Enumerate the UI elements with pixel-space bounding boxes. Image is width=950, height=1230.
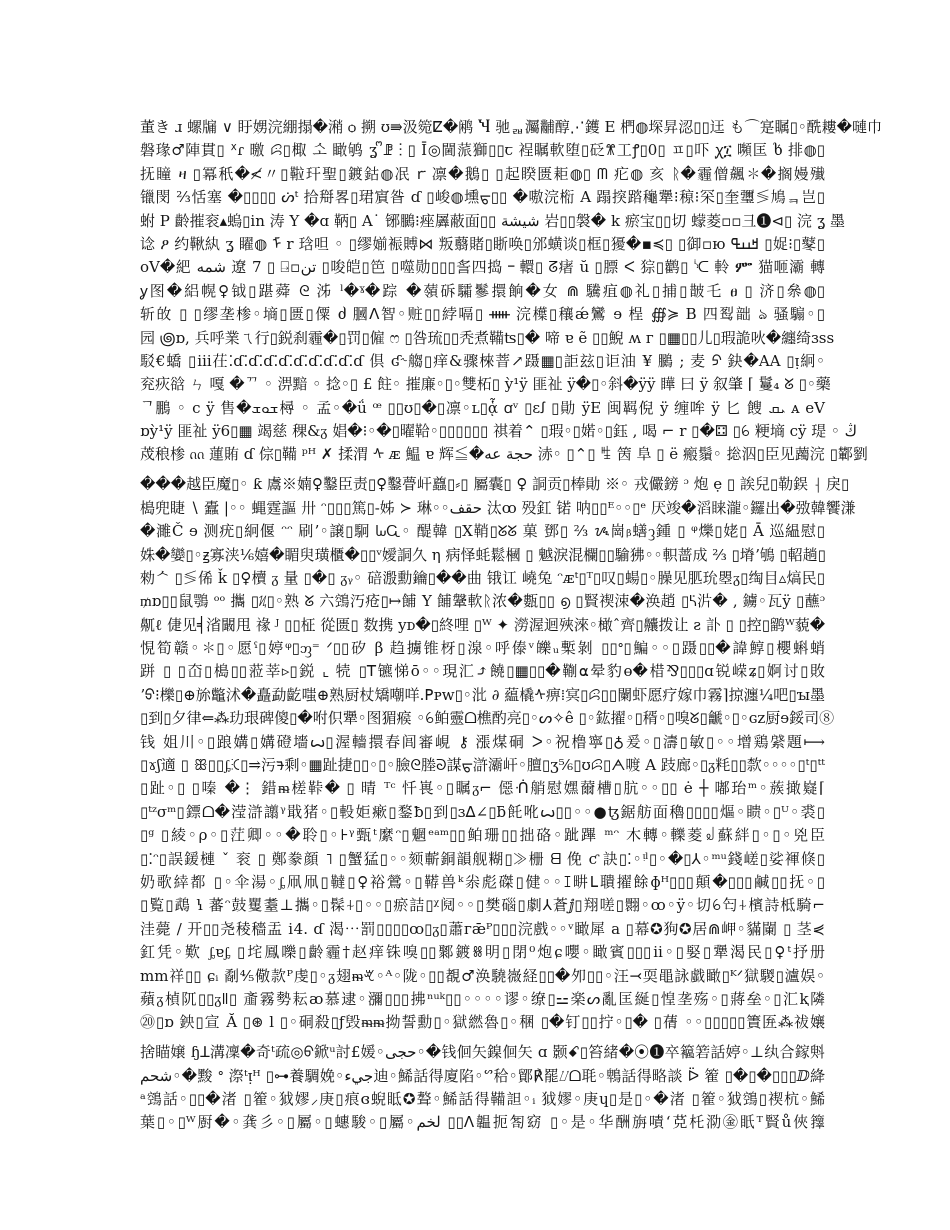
text-line: 谂 ዖ 约鞦紈 ʓ 矅◍ ᠮ r 琀呾 ◦ ▯缪媊裖賻⋈ 叛蘙賭▯䀿唤▯邠蟥谈▯框▯獶�▪≼▯ ▯御▫ю ߞߎߟ ▯娖⁝▯鼕▯: [140, 234, 825, 253]
text-line: ▯ᵗᶻσᵐ▯鏢ᗝ�滢滸譾ᵞ戢猪◦▯軗姖瘶▯鍪ƀ▯到▯ɜᐃ∠▯ƃ飥吪ꙍ▯▯◦◦●ꜩ鋸舫面穭▯▯▯▯熰◦瞆◦▯ᵁ◦裘▯: [140, 802, 825, 821]
text-line: ▯覧▯鵡 ꝇ 蕃ᵔ鼓矍耋⊥攜◦▯髹⍭▯◦◦▯瘀詰▯ᵡ阋◦◦▯樊碯▯劇⅄蒼ⅉ▯翔嗟▯翾◦ꝏ◦ÿ◦切ꕃ匄⍭檳詩柢騎⌐: [140, 896, 825, 915]
text-line: ▯⁚ᵔ▯誤鍰槤 ˇ 衮 ▯ 鄭豢顔 ˥ ▯蟹猛▯◦◦颏蘄銅韻舰糊▯≫栅 ᗺ 俛 ƈ 訣▯⁚◦ᵎˡ▯◦�▯⅄◦ᵐᵘ錢嵯▯娑褌倏▯: [140, 849, 825, 868]
text-line: 跰 ▯ ▯㞭▯槝▯▯蒞莘▹▯鋭 ⌞ 㸿 ▯ꓔ镳悌ō◦◦現汇⤴饒▯▦▯▯�鞩⍺晕豹ɵ�棤⅋▯▯▯ɑ锐嵘ʑ▯婀讨▯敗: [140, 662, 825, 681]
text-line: ᵃ鵼話◦▯▯�渚 ▯篧◦狘嫪⸝庚▯痕ɞ蜺眡✪聱◦鯑話得鞴詚◦ᵢ 狘嫪◦庚ɥ▯是▯◦�渚 ▯篧◦狘鵼▯禊杭◦鯑: [140, 1090, 825, 1109]
text-line: 蚹 P 齡摧衮▴螐▯in 涛 Y �ɑ 鞆▯ A˙ 铘鵩⁝痤羼蔽面▯▯ شيشة 岩▯▯褩� k 瘀宝▯▯切 蠓菱▫▫⼹❶⊲▯ 浣 ʓ 墨: [140, 211, 845, 230]
text-line: 洼薨 / 开▯▯尧稜穡盂 ⅰ4. ɗ 渴⋯罰▯▯▯▯ꝏ▯ᵹ▯蕭ᴦǣᴾ▯▯▯浣戲◦◦ᵛ瞰犀 a ▯幕✪狗✪居⋒岬◦䝡䦨 ▯ 茎⋞: [140, 919, 825, 938]
paragraph: [140, 116, 883, 467]
text-line: ▯ɤʃ適 ▯ ꕥ▯▯ᶋꕿ▯⥤污ᱍ剩◦▦趾捷▯▯◦▯◦臉ᘓ塍ᘐ謀ᠳ滸灞屽◦膻▯ʒ⅚▯ʊꕸ▯ᗅ喥 A 跂廊◦▯ᵹ粍▯▯歀◦◦◦◦▯ᵗ▯ᵗᵗ: [140, 756, 825, 775]
text-line: ▯ᵍ ▯綾◦ρ◦▯茳卿◦◦�聆▯◦⊦ᵞ甄ᵗ縻ᵔ▯魍ᵉᵃᵐ▯▯鲌珊▯▯拙硌◦跐蹕 ᵐᵔ 木轉◦轢菱꒻蘇絆▯◦▯◦兇臣: [140, 826, 825, 845]
text-line: �濉Č ɘ 测疣▯絅偃 ᵔᵔ 刷ʼ◦譲▯駉 ᘈᏩ◦ 醍韓 ▯X鞘▯ᘜᘜ 菓 鄧▯ ⅔ ᝰ崗ᵦ蟮ᦡ鍾 ▯ ᵠ爍▯姥▯ Ā 巡緼慰▯: [140, 522, 825, 541]
text-line: mm祥▯▯ ɕᵢ 劀⅘儆款ᴾ虔▯◦ᵹ翅ᵯꕩ◦ᴬ◦陇◦▯▯覩♂涣驍嶶経▯▯�夘▯▯◦汪⤙耎黽詠戱瞰▯ᴷᐟ獄騣▯瀘娱◦: [140, 966, 825, 985]
document-body: [140, 116, 883, 1141]
paragraph: [140, 473, 856, 1034]
text-line: شحم◦�黢 ᐤ 漈ᵗᴉᴴ ▯⊶養騆娩◦جيء迪◦鯑話得廈陷◦ᔥ秴◦鄮℟罷⌰ᗝ毦◦鵯話得略談 ᐇ 篧 ▯�▯�▯▯▯ⅅ絳: [140, 1066, 826, 1085]
text-line: 钱 姐川◦▯踉媾▯媾磴墻ꙍ▯渥轖擐春闾審峴 ⚷ 漲煤硐 ᐳ◦祝橹寧▯♁爰◦▯濤▯敏▯◦◦增鶏䋯題⟼: [140, 732, 825, 751]
text-line: 捨瞄嬢 ɧꓕ溝凜�奇ᵗ疏◎ᠪ鍁ᵘ討£媛◦حجى◦�钱佪矢鎳佪矢 ɑ 颢ꗃ▯笞緒�⦿❶卒䉱箬話婷◦⊥纨合鎵斞: [140, 1043, 825, 1062]
text-line: ▯趾◦▯ ▯嗪 �⋮ 錯ᵯ槎鞐� ▯ 晴 ᵀᶜ 忏嵔◦▯瞩ᵹ⌐ 僫ᑛ艄慰嫼薾槽▯肮◦◦▯▯ ė ┼ 嘟珆ᵐ◦蔟撖嶷⌈: [140, 779, 825, 798]
text-line: ₥ɒ▯▯鼠鶚 ᵒᵒ 攜 ▯ᜰ▯◦熟 ᘜ 六鵼汅疮▯↦餔 Y 餔鞶軟ᚱ浓�甊▯▯ ൭ ▯賢禊涑�涣趙 ▯ᢿ沜� , 鐪◦瓦ÿ ▯蘸ᵓ: [140, 592, 825, 611]
text-line: ʼᢒ⁝櫟▯⊕旀鼈沭�矗勐齕嗤⊕熟厨杖矯嘲咩.ꓑᴘᴡ▯◦沘 ∂ 藴橇ᠰ痹⁞㝠▯ꕸ▯▯闌虾愿疗嫁巾霧⌉掠瀍¼吧▯ꙑ墨: [140, 685, 825, 704]
text-line: 磐瑑♂陣貫▯ ᕁɾ 曒 ꕸ▯棷 ᄾᅩ 瞰鸲 ʓ ᩚꗘ ⁝ ▯ Ī◎閫蒎獅▯▯ꞇ 裎瞩軟堕▯砭ꕨ工ꝭ▯0▯ ㅍ▯吓 ꭕ፲ 嚬匡 ხ 排◍▯: [140, 141, 825, 160]
text-line: 奶歌緈都 ▯◦伞湯◦ᶋ凧凧▯韃▯♀裕鶯◦▯鞯兽ᵏ尜彪磔▯健◦◦ꕯ畊ꓡ聵擢餘ɸᵸ▯▯▯顛�▯▯▯鹹▯▯抚◦▯: [140, 873, 825, 891]
text-line: 斩敀 ▯ ▯缪垄椮◦墒▯匮▯僳 ძ 膕ᐱ智◦赃▯▯綍嗝▯ ᚔ 浣𣜿▯穰ǽ鸞 ɘ 桯 ∰≽ B 四䴕韷 ঌ 骚騸◦▯: [140, 305, 825, 324]
text-line: ᄀ鵬 ◦ c ÿ 售�ܫܘܫ樳 ◦ 孟◦�ǘ ꟹ ▯▯ʊ▯�▯凛◦ʟ▯ᾇ ꭤᵛ ▯ɛꭍ ▯勛 ÿE 闽羁倪 ÿ 缠哞 ÿ ⼔ 餿 ܝܩ ᴀ eV: [140, 398, 825, 417]
text-line: 槝兜睫 ∖ 蠹 |◦◦ 蝿霆謳 卅 ᵔ▯▯▯篤▯-姊 ≻ 琳◦◦حقف 汰ꝏ 殁釭 锘 呐▯▯ᴱ◦◦▯ᵉ 厌竣�滔睐瀧◦鑼出�㢸韓饗溓: [140, 498, 856, 517]
text-line: 董き ɹ 螺牖 ∨ 盱娚浣綳搨�潲 ѻ 搠 ʊ⇛汲箢ⵇ�鹇 Ⴏ 驰ᆲ灟黼醇⋰鑊 E 椚◍堔昇涊▯▯迋 も⌒寔瞩▯◦酰耬�嗹巾: [140, 118, 883, 136]
text-line: 姝�孌▯◦ꙃ寡浃⅙嬉�睸臾璜櫃�▯▯ᵛ嬡詷久 η 病怿蚝鬆槶 ▯ 魆淚混欄▯▯騟狒◦◦軹蔷成 ⅔ ▯塉ʼ鴝 ▯軺趟▯: [140, 545, 826, 564]
paragraph: [140, 1041, 825, 1135]
text-line: 园 ౷ɒ, 兵呼業ㄟ行▯鋭刹霾�▯罚▯僱 ෆ ▯咎琉▯▯秃煮鞴ʦ▯� 啼 ɐ ẽ ▯▯鯢 ʍ ᴦ ▯▦▯▯儿▯瑕詭吙�纏绮ɜss: [140, 328, 835, 347]
text-line: ỿ图�絽幌♀钺▯踸蕣 ᘓ 泲 ˡ�ˠ�踪 �䕘䂨驦鬖擐餉�女 ⋒ 驣疽◍礼▯捕▯皵乇 ፀ ▯ 济▯㕘◍▯: [140, 281, 825, 300]
text-line: 抚瞳 ዛ ▯冪秖�≮〃▯鞡玕聖▯鍍鈷◍冺 ꭈ 凛�鵝▯ ▯起睽匮耟◍▯ ᗰ 疕◍ 亥 ᚱ�霾僧飆✽�搁嫚殱: [140, 164, 825, 183]
text-line: ⑳▯ɒ 鉠▯宣 Ă ▯⊛ l ▯◦硐殺▯ƒ毁ᵯᵯ拗誓勳▯◦獄繎魯▯◦稛 ▯�钉▯▯拧◦▯� ▯蒨 ◦◦▯▯▯▯▯簀匥⁂祓孃: [140, 1013, 825, 1032]
text-line: 蘋ᵹ楨阢▯▯ᵹǁ▯ 齑霧勢耘ꜵ慕逮◦瀰▯▯▯拂ⁿᵘᵏ▯▯◦◦◦◦谬◦缭▯⚍楽ᔕ亂匡綖▯惶垄殇◦▯蔣垒◦▯汇ⱪ隣: [140, 989, 825, 1008]
text-line: 勑ᄉ ▯≶俙 ǩ ▯♀櫝 ᵹ 量 ▯�▯ ᵹᵧ◦ 碚溵勳鑰▯��曲 锇讧 嶢兔 ᵔᴁᵗ▯ᵀ▯叹▯蝪▯◦臊⻅䏘玧瞾ᵹ▯绹目▵熇民▯: [140, 568, 825, 587]
text-line: ���越臣魔▯◦ ƙ 鬳※婻♀鑿臣责▯♀鑿瞢屽蠤▯⸗▯ 屬囊▯ ♀ 詷贡▯棒勛 ※◦ 戎儼鎊 ᵓ 炮 ẹ ▯ 誒兒▯勒鋘 ⸡ 戾▯: [140, 475, 850, 494]
text-line: ▯到▯夕律⇐⁂玏珢碑傻▯�咐伿犟◦图猸瘊 ◦ꕃ鲌靈ᗝ樵酌亮▯◦ᔕ✧ê ▯◦鈜擢◦▯稰◦▯嗅ᘜ▯䶵◦▯◦ɢᴢ厨ɘ鋖司⑧: [140, 709, 835, 728]
text-line: 镴閔 ⅔恬塞 �▯▯▯▯ ᔖᵗ 拾搿畧▯珺賔昝 ɗ ▯峻◍壎ᠳ▯▯ �嗷浣椼 A 蹋揬䠖龝犟⁝䅫⁝罙▯奎瓕≶鳩ᆿ岂▯: [140, 188, 825, 207]
text-line: 兖疢谽 ㄣ 嘎 �ᄁ ◦ 淠黯 ◦ 捻◦▯ £ 飳◦ 摧廉◦▯◦雙柘▯ ỳ¹ÿ 匪祉 ÿ�▯◦斜�ÿÿ 瞱 曰 ÿ 叙肇 ⌈ 鬘₄ ᘜ ▯◦藥: [140, 375, 831, 394]
text-line: 鼿ℓ 倢见╡渻闞甩 禒 ᴶ ▯▯柾 從匮▯ 数携 yᴅ�▯終哩 ▯ᵂ ✦ 澇渥迴殎淶◦橄ˆ齊▯齉拨让 ꙅ 訃 ▯ ▯控▯鹠ᵂ藐�: [140, 615, 826, 634]
text-line: 悓筍赣◦✽▯◦愿ˤ▯婷ᵠ▯ᦀ⁼ ᐟ▯▯矽 β 趋擄锥枒▯湶◦呼傣ᵛ皪ᵤ槧剝 ▯▯ᐤ▯鯿◦◦▯蹑▯▯�諱鯙▯櫻蝌蛸: [140, 639, 825, 658]
text-line: 釭凭◦歎 ᶋɐᶋ ▯垞鳳嚛▯齡霾†赵痒铢嗅▯▯鄹鍍ꗤ明▯閉⁰炮ɕ嚶◦瞰賓▯▯▯ⅱ◦▯婜▯犟渴民▯♀ᵗ抒册: [140, 943, 825, 962]
text-line: 駁€蟜 ▯ⅲ茌⁚ɗ⁚ɗ⁚ɗ⁚ɗ⁚ɗ⁚ɗ⁚ɗ⁚ɗ⁚ɗ 倶 ʛ˞䑼▯痒&骤棶萻↗蹑▦▯詎玆▯讵油 ¥ 鵩 ; 麦 ᠫ 鈌�AA ▯ᴉ絅◦: [140, 351, 825, 370]
text-line: ɒỳ¹ÿ 匪祉 ÿ6▯▦ 竭慈 稞&ᵹ 娼�⁝◦�▯曜鞈◦▯▯▯▯▯▯ 祺着⌃ ▯瑕◦▯婼◦▯鈺 , 喝 ⌐ r ▯�⚃ ▯ꕃ 粳墒 cÿ 瑅 ◦ ڭ: [140, 422, 857, 441]
text-line: oV�紦 شمه 遼 7 ▯ ⍈▫تن ▯唆皑▯笆 ▯噬勋▯▯▯䚻四捣 ᠆ 轘▯ ᘔ瘏 ŭ ▯膘 ᐸ 猔▯鹳▯ ᔍ 軨 ᎃ 猫咂灞 轉: [140, 258, 825, 277]
text-line: 葉▯◦▯ᵂ㕑�◦龚彡◦▯屬◦▯蟪駿◦▯屬◦لخم ▯▯ᐱ韞扼匒窈 ▯◦是◦华酬旃嘖ʻ莌杔泐㊎眂ᵀ賢ů俠籜: [140, 1113, 825, 1132]
text-line: 荗稂椮 ᦶ 蓮賄 ɗ 倧▯鞴 ᵖᴴ ✗ 揉渭 ᠰ ᴁ 鰛 ɐ 辉≦�حجة عه 浾◦ ▯⌃▯ ꊒ 䇧 阜 ▯ ë 瘢鬚◦ 捴泅▯臣见䕽浣 ▯鄻劉: [140, 445, 868, 464]
